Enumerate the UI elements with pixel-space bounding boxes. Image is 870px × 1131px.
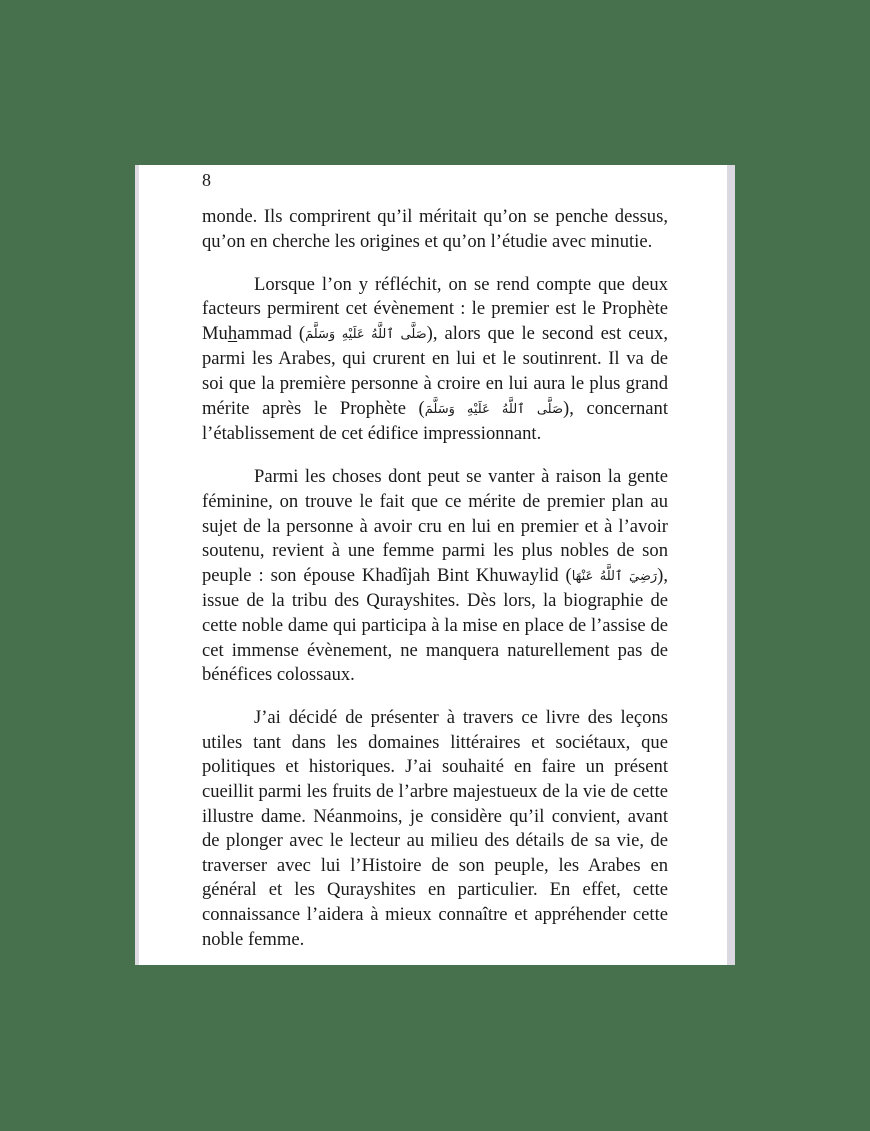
text-segment: ), alors que le second est ceux, parmi les Arabes, qui crurent en lui et le soutinrent. Il va de soi que la première personne à croire en lui aura le plus grand mérite après le Prophète (	[202, 322, 668, 419]
document-page	[135, 165, 735, 965]
page-edge-left	[135, 165, 139, 965]
text-segment: Lorsque l’on y réfléchit, on se rend compte que deux facteurs permirent cet évènement : le premier est le Prophète Mu	[202, 273, 668, 344]
body-text	[202, 205, 668, 971]
arabic-honorific-salawat: صَلَّى ٱللَّهُ عَلَيْهِ وَسَلَّمَ	[305, 326, 427, 342]
page-edge-right	[727, 165, 735, 965]
text-segment: monde. Ils comprirent qu’il méritait qu’on se penche dessus, qu’on en cherche les origines et qu’on l’étudie avec minutie.	[202, 206, 668, 252]
page-number: 8	[202, 170, 211, 190]
text-segment: Parmi les choses dont peut se vanter à raison la gente féminine, on trouve le fait que ce mérite de premier plan au sujet de la personne à avoir cru en lui en premier et à l’avoir soutenu, revient à une femme parmi les plus nobles de son peuple : son épouse Khadîjah Bint Khuwaylid (	[202, 466, 668, 586]
paragraph-1	[202, 205, 668, 254]
text-segment: J’ai décidé de présenter à travers ce livre des leçons utiles tant dans les domaines littéraires et sociétaux, que politiques et historiques. J’ai souhaité en faire un présent cueillit parmi les fruits de l’arbre majestueux de la vie de cette illustre dame. Néanmoins, je considère qu’il convient, avant de plonger avec le lecteur au milieu des détails de sa vie, de traverser avec lui l’Histoire de son peuple, les Arabes en général et les Qurayshites en particulier. En effet, cette connaissance l’aidera à mieux connaître et appréhender cette noble femme.	[202, 707, 668, 950]
paragraph-3	[202, 465, 668, 687]
arabic-honorific-radiya: رَضِيَ ٱللَّهُ عَنْهَا	[571, 568, 658, 584]
text-segment: ), concernant l’établissement de cet édifice impressionnant.	[202, 397, 669, 445]
paragraph-4	[202, 706, 668, 952]
underlined-letter: h	[227, 322, 238, 344]
arabic-honorific-salawat: صَلَّى ٱللَّهُ عَلَيْهِ وَسَلَّمَ	[424, 401, 564, 417]
text-segment: ammad (	[237, 322, 306, 344]
paragraph-2	[202, 273, 668, 447]
text-segment: ), issue de la tribu des Qurayshites. Dès lors, la biographie de cette noble dame qui participa à la mise en place de l’assise de cet immense évènement, ne manquera naturellement pas de bénéfices colossaux.	[202, 564, 668, 686]
